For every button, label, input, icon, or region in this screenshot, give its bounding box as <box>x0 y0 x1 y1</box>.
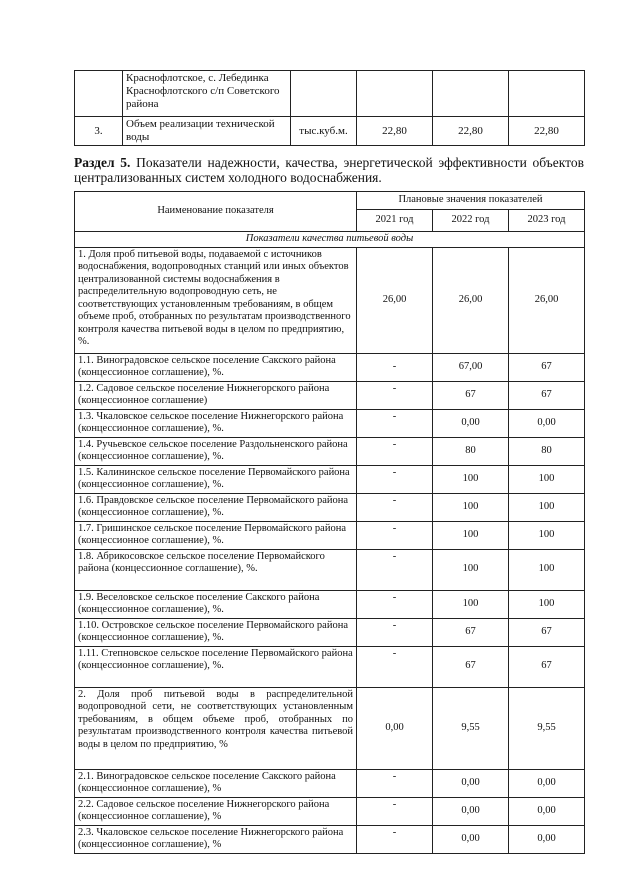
indicator-name: 2. Доля проб питьевой воды в распределительной водопроводной сети, не соответствующих установленным требованиям, в общем объеме проб, отобранных по результатам производственного контроля качества питьевой воды в целом по предприятию, % <box>75 687 357 769</box>
value-2021: - <box>357 797 433 825</box>
value-2021: - <box>357 825 433 853</box>
table-row <box>75 769 585 797</box>
value-2023: 0,00 <box>509 769 585 797</box>
value-2021: - <box>357 409 433 437</box>
value-2023: 100 <box>509 549 585 590</box>
indicator-name: 2.1. Виноградовское сельское поселение Сакского района (концессионное соглашение), % <box>75 769 357 797</box>
top-table <box>74 70 585 146</box>
value-2023 <box>509 71 585 117</box>
value-2022: 67,00 <box>433 353 509 381</box>
value-2023: 100 <box>509 521 585 549</box>
value-2023: 80 <box>509 437 585 465</box>
section-title-cell: Показатели качества питьевой воды <box>75 232 585 248</box>
header-name: Наименование показателя <box>75 192 357 232</box>
value-2023: 100 <box>509 493 585 521</box>
value-2023: 26,00 <box>509 247 585 353</box>
value-2023: 67 <box>509 646 585 687</box>
section-lead: Раздел 5. <box>74 155 131 170</box>
value-2022: 67 <box>433 381 509 409</box>
value-2022: 100 <box>433 521 509 549</box>
value-2022: 26,00 <box>433 247 509 353</box>
value-2023: 100 <box>509 465 585 493</box>
value-2021: - <box>357 646 433 687</box>
table-row <box>75 381 585 409</box>
section-heading <box>74 155 584 185</box>
value-2023: 22,80 <box>509 117 585 146</box>
value-2021: - <box>357 437 433 465</box>
value-2023: 100 <box>509 590 585 618</box>
value-2022: 9,55 <box>433 687 509 769</box>
indicator-name: 1.6. Правдовское сельское поселение Первомайского района (концессионное соглашение), %. <box>75 493 357 521</box>
table-row <box>75 618 585 646</box>
value-2023: 67 <box>509 381 585 409</box>
table-row <box>75 687 585 769</box>
value-2022: 100 <box>433 493 509 521</box>
table-row <box>75 493 585 521</box>
value-2021: - <box>357 590 433 618</box>
value-2022: 0,00 <box>433 769 509 797</box>
header-plan: Плановые значения показателей <box>357 192 585 210</box>
table-section-row <box>75 232 585 248</box>
value-2023: 67 <box>509 618 585 646</box>
value-2022: 100 <box>433 590 509 618</box>
table-row <box>75 71 585 117</box>
indicator-name: Краснофлотское, с. Лебединка Краснофлотского с/п Советского района <box>123 71 291 117</box>
table-row <box>75 646 585 687</box>
value-2022: 80 <box>433 437 509 465</box>
table-row <box>75 353 585 381</box>
indicator-name: 1.8. Абрикосовское сельское поселение Первомайского района (концессионное соглашение), %. <box>75 549 357 590</box>
indicator-name: 1.10. Островское сельское поселение Первомайского района (концессионное соглашение), %. <box>75 618 357 646</box>
value-2021: 22,80 <box>357 117 433 146</box>
value-2021: 0,00 <box>357 687 433 769</box>
indicator-name: 1.9. Веселовское сельское поселение Сакского района (концессионное соглашение), %. <box>75 590 357 618</box>
table-row <box>75 117 585 146</box>
indicator-name: 1.3. Чкаловское сельское поселение Нижнегорского района (концессионное соглашение), %. <box>75 409 357 437</box>
value-2021: - <box>357 353 433 381</box>
section-title: Показатели надежности, качества, энергетической эффективности объектов централизованных систем холодного водоснабжения. <box>74 155 584 185</box>
indicator-name: 1. Доля проб питьевой воды, подаваемой с источников водоснабжения, водопроводных станций или иных объектов централизованной системы водоснабжения в распределительную водопроводную сеть, не соответствующих установленным требованиям, в общем объеме проб, отобранных по результатам производственного контроля качества питьевой воды в целом по предприятию, %. <box>75 247 357 353</box>
value-2022: 67 <box>433 618 509 646</box>
table-row <box>75 437 585 465</box>
indicator-name: 1.4. Ручьевское сельское поселение Раздольненского района (концессионное соглашение), %. <box>75 437 357 465</box>
value-2022: 0,00 <box>433 797 509 825</box>
row-number: 3. <box>75 117 123 146</box>
value-2021: - <box>357 493 433 521</box>
table-header-row <box>75 192 585 210</box>
indicator-name: 1.11. Степновское сельское поселение Первомайского района (концессионное соглашение), %. <box>75 646 357 687</box>
value-2023: 67 <box>509 353 585 381</box>
value-2021 <box>357 71 433 117</box>
unit <box>291 71 357 117</box>
table-row <box>75 797 585 825</box>
indicator-name: 2.3. Чкаловское сельское поселение Нижнегорского района (концессионное соглашение), % <box>75 825 357 853</box>
row-number <box>75 71 123 117</box>
header-year-2023: 2023 год <box>509 210 585 232</box>
value-2022: 67 <box>433 646 509 687</box>
value-2022: 0,00 <box>433 825 509 853</box>
value-2023: 0,00 <box>509 409 585 437</box>
value-2022: 22,80 <box>433 117 509 146</box>
value-2021: - <box>357 549 433 590</box>
table-row <box>75 521 585 549</box>
value-2022: 100 <box>433 549 509 590</box>
value-2022: 100 <box>433 465 509 493</box>
header-year-2022: 2022 год <box>433 210 509 232</box>
table-row <box>75 590 585 618</box>
value-2023: 9,55 <box>509 687 585 769</box>
indicator-name: 1.2. Садовое сельское поселение Нижнегорского района (концессионное соглашение) <box>75 381 357 409</box>
value-2021: - <box>357 769 433 797</box>
value-2021: 26,00 <box>357 247 433 353</box>
value-2021: - <box>357 465 433 493</box>
table-row <box>75 465 585 493</box>
indicator-name: Объем реализации технической воды <box>123 117 291 146</box>
indicator-name: 1.7. Гришинское сельское поселение Первомайского района (концессионное соглашение), %. <box>75 521 357 549</box>
table-row <box>75 549 585 590</box>
value-2021: - <box>357 381 433 409</box>
indicator-name: 1.1. Виноградовское сельское поселение Сакского района (концессионное соглашение), %. <box>75 353 357 381</box>
value-2022: 0,00 <box>433 409 509 437</box>
table-row <box>75 247 585 353</box>
value-2021: - <box>357 521 433 549</box>
indicator-name: 1.5. Калининское сельское поселение Первомайского района (концессионное соглашение), %. <box>75 465 357 493</box>
value-2023: 0,00 <box>509 825 585 853</box>
table-row <box>75 825 585 853</box>
value-2021: - <box>357 618 433 646</box>
table-row <box>75 409 585 437</box>
indicators-table <box>74 191 585 854</box>
value-2023: 0,00 <box>509 797 585 825</box>
unit: тыс.куб.м. <box>291 117 357 146</box>
indicator-name: 2.2. Садовое сельское поселение Нижнегорского района (концессионное соглашение), % <box>75 797 357 825</box>
header-year-2021: 2021 год <box>357 210 433 232</box>
value-2022 <box>433 71 509 117</box>
